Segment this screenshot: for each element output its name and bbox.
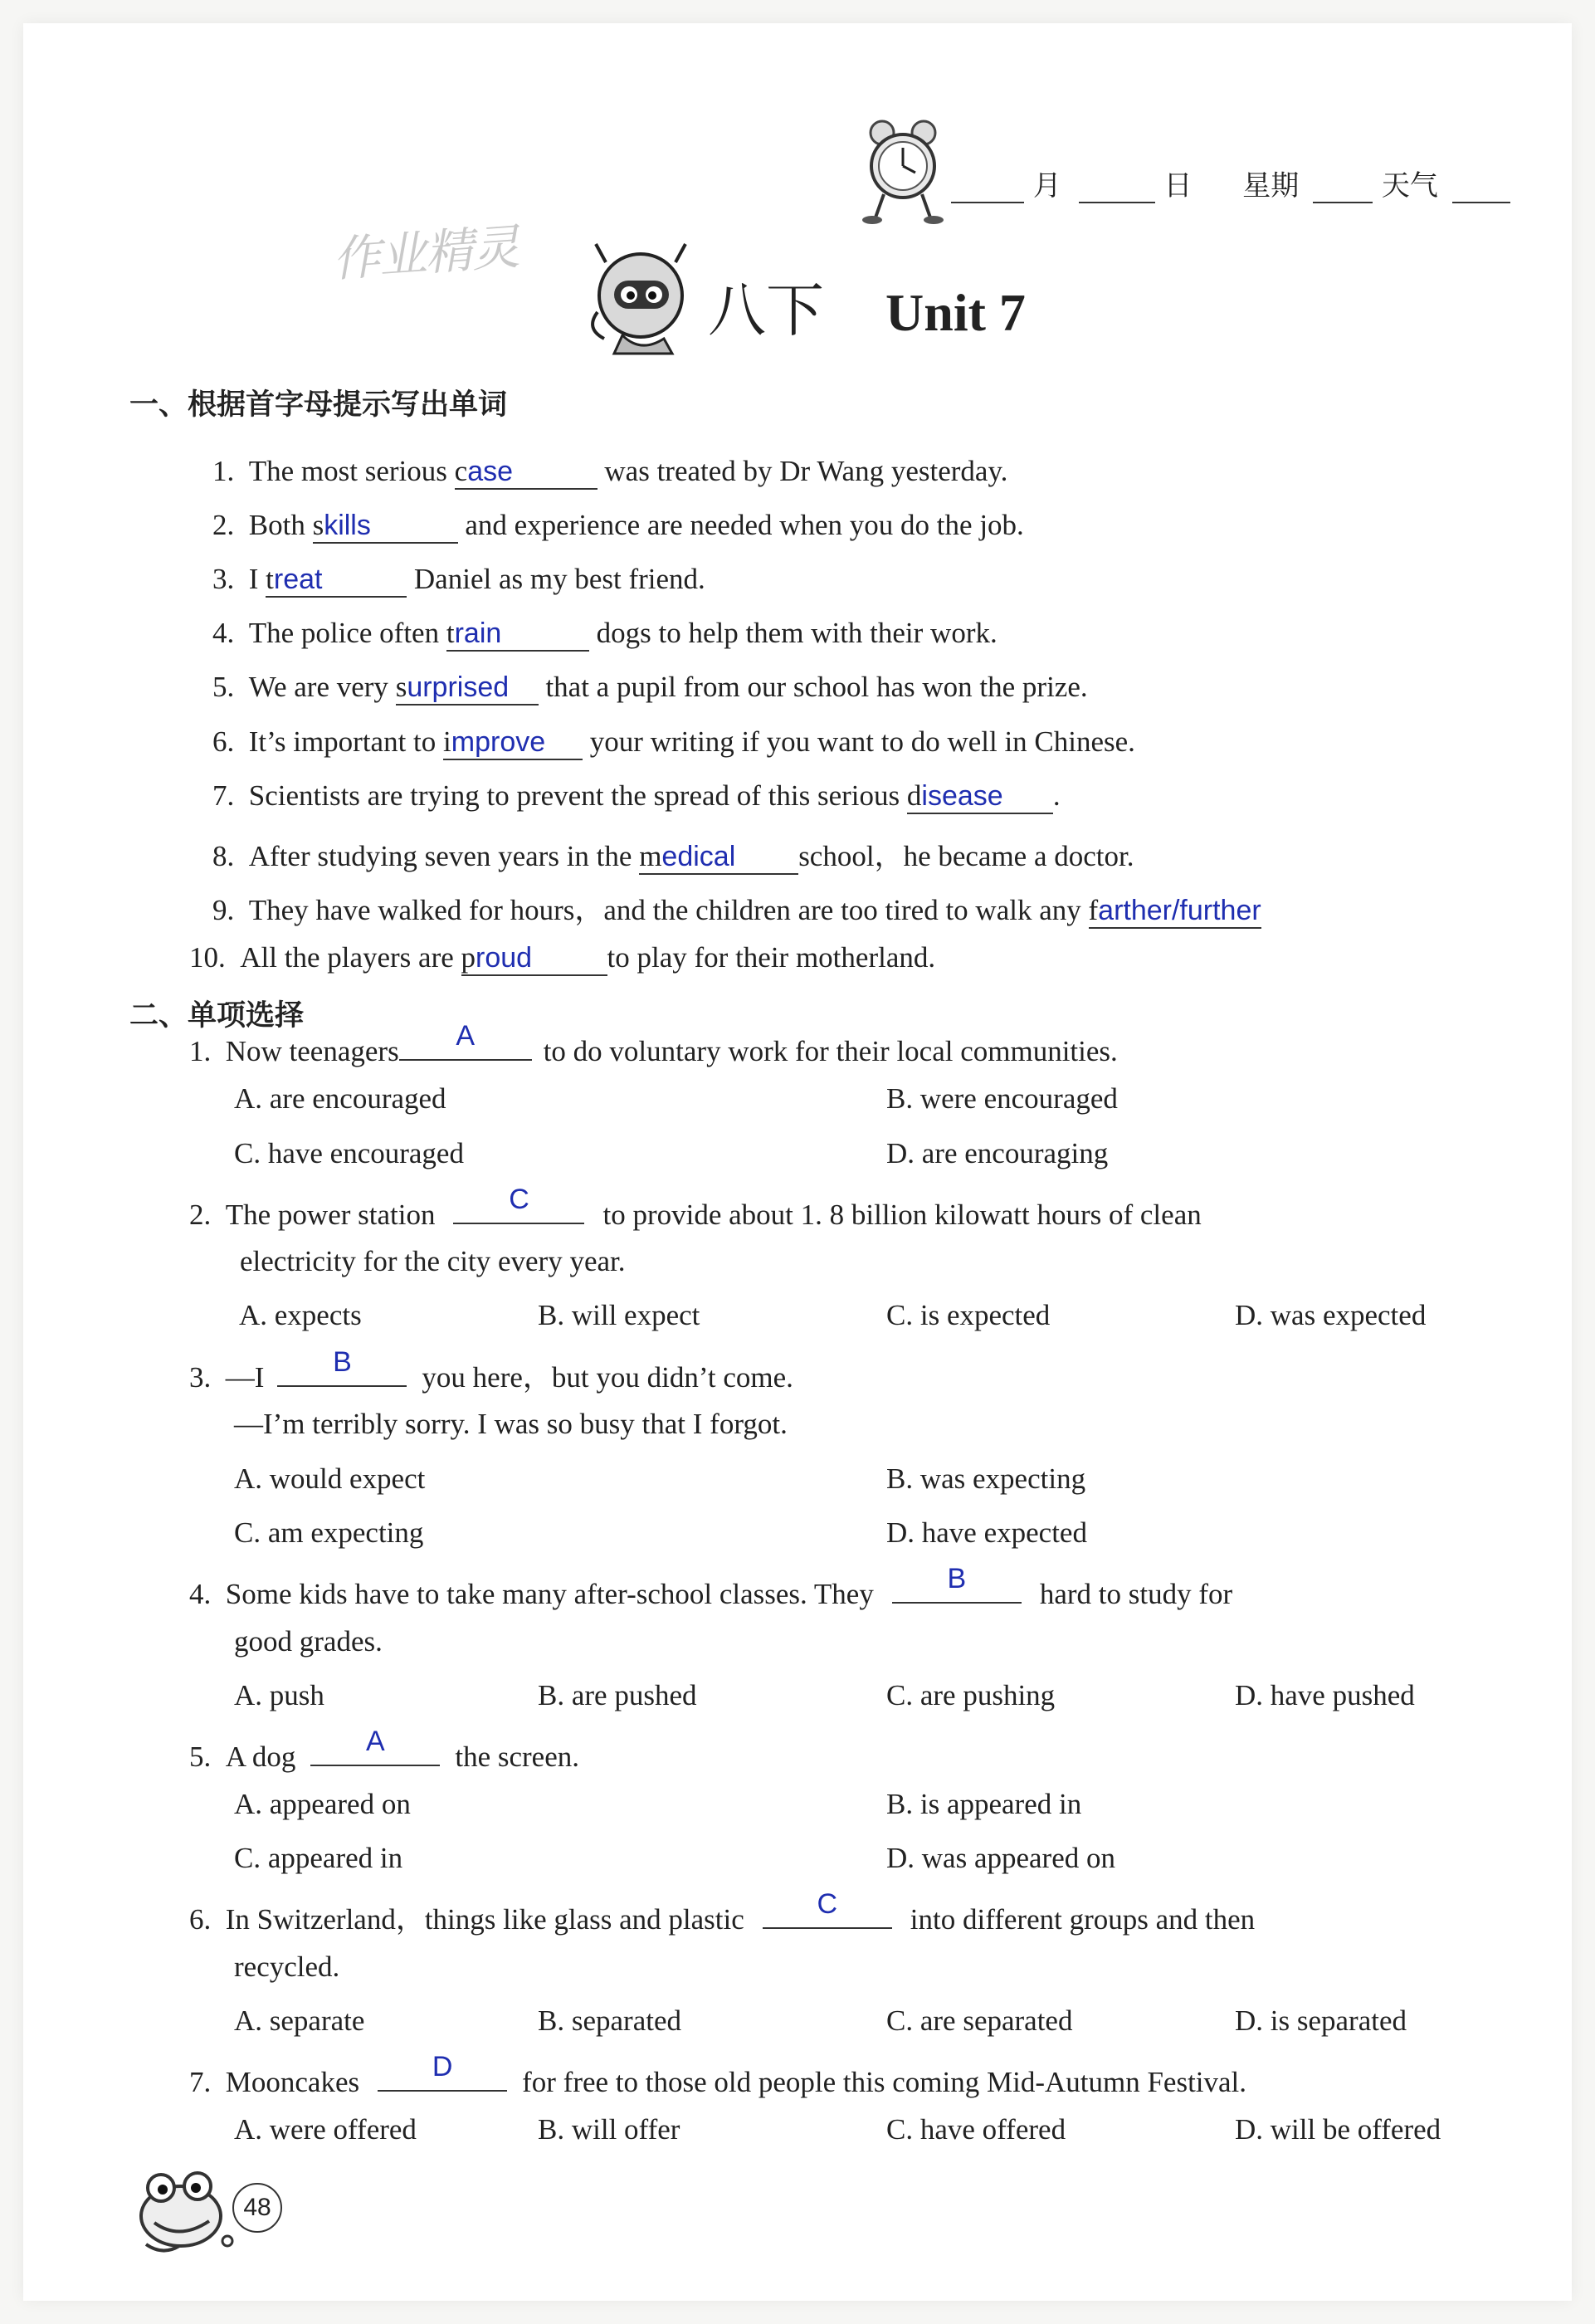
workbook-page xyxy=(23,23,1572,2301)
day-blank[interactable] xyxy=(1079,177,1155,203)
question-text: The most serious xyxy=(248,455,455,487)
handwritten-answer: reat xyxy=(273,564,323,595)
mc2-option-c[interactable]: C. is expected xyxy=(886,1299,1051,1331)
hint-letter: s xyxy=(395,671,407,703)
question-text-end: Daniel as my best friend. xyxy=(407,563,705,595)
mc2-answer-blank[interactable]: C xyxy=(453,1191,584,1224)
hint-letter: t xyxy=(446,617,455,649)
mc5-answer-blank[interactable]: A xyxy=(310,1733,440,1766)
hint-letter: d xyxy=(906,779,922,812)
handwritten-answer: rain xyxy=(454,618,502,649)
mc4-option-a[interactable]: A. push xyxy=(234,1679,324,1711)
unit-title xyxy=(708,264,1026,348)
question-number: 4. xyxy=(212,617,235,649)
hint-letter: i xyxy=(443,725,451,758)
mc1-option-c[interactable]: C. have encouraged xyxy=(234,1137,464,1169)
question-text: After studying seven years in the xyxy=(248,840,640,872)
question-text: I xyxy=(248,563,266,595)
mc5-option-b[interactable]: B. is appeared in xyxy=(886,1788,1082,1820)
question-text: We are very xyxy=(248,671,396,703)
mc4-answer-blank[interactable]: B xyxy=(892,1570,1022,1604)
fill-question-2 xyxy=(212,509,1024,544)
question-text: The police often xyxy=(248,617,446,649)
mc-question-1: 1. Now teenagers A to do voluntary work for their local communities. xyxy=(189,1020,1118,1067)
question-text-end: school，he became a doctor. xyxy=(798,840,1134,872)
mc6-option-b[interactable]: B. separated xyxy=(538,2004,681,2037)
fill-question-3 xyxy=(212,563,705,598)
mc3-answer-blank[interactable]: B xyxy=(277,1354,407,1387)
answer-blank[interactable] xyxy=(1089,894,1261,929)
mc7-option-d[interactable]: D. will be offered xyxy=(1235,2113,1441,2146)
question-text: Scientists are trying to prevent the spread of this serious xyxy=(248,779,907,812)
mc1-option-d[interactable]: D. are encouraging xyxy=(886,1137,1109,1169)
mc4-continuation: good grades. xyxy=(234,1625,383,1658)
answer-blank[interactable] xyxy=(455,455,598,490)
question-text-end: to play for their motherland. xyxy=(607,941,936,974)
frog-mascot-icon xyxy=(129,2165,237,2256)
answer-blank[interactable] xyxy=(313,509,458,544)
handwritten-answer: isease xyxy=(921,780,1003,812)
mc2-continuation: electricity for the city every year. xyxy=(240,1245,626,1277)
mc5-option-a[interactable]: A. appeared on xyxy=(234,1788,411,1820)
question-text-end: that a pupil from our school has won the prize. xyxy=(538,671,1088,703)
mc7-answer-blank[interactable]: D xyxy=(378,2058,507,2092)
question-text-end: was treated by Dr Wang yesterday. xyxy=(597,455,1008,487)
mc6-option-a[interactable]: A. separate xyxy=(234,2004,365,2037)
watermark-logo: 作业精灵 xyxy=(330,218,520,288)
question-text: They have walked for hours，and the children are too tired to walk any xyxy=(248,894,1089,926)
weekday-label: 星期 xyxy=(1242,169,1300,203)
question-text: It’s important to xyxy=(248,725,444,758)
answer-blank[interactable] xyxy=(443,725,583,760)
mc3-option-d[interactable]: D. have expected xyxy=(886,1516,1087,1549)
hint-letter: m xyxy=(639,840,662,872)
question-number: 5. xyxy=(212,671,235,703)
grade-title: 八下 xyxy=(708,276,824,344)
mc1-option-a[interactable]: A. are encouraged xyxy=(234,1082,446,1115)
fill-question-1 xyxy=(212,455,1007,490)
mc3-reply: —I’m terribly sorry. I was so busy that I forgot. xyxy=(234,1408,788,1440)
question-text-end: and experience are needed when you do the job. xyxy=(457,509,1024,541)
hint-letter: t xyxy=(266,563,274,595)
fill-question-7 xyxy=(212,779,1061,814)
fill-question-8 xyxy=(212,833,1134,875)
robot-mascot-icon xyxy=(581,237,705,362)
hint-letter: p xyxy=(461,941,476,974)
hint-letter: s xyxy=(312,509,324,541)
mc3-option-c[interactable]: C. am expecting xyxy=(234,1516,424,1549)
mc5-option-d[interactable]: D. was appeared on xyxy=(886,1842,1116,1874)
mc4-option-b[interactable]: B. are pushed xyxy=(538,1679,697,1711)
mc4-option-c[interactable]: C. are pushing xyxy=(886,1679,1056,1711)
mc6-option-c[interactable]: C. are separated xyxy=(886,2004,1073,2037)
answer-blank[interactable] xyxy=(266,563,407,598)
mc6-answer-blank[interactable]: C xyxy=(763,1896,892,1929)
date-header xyxy=(951,163,1510,203)
mc-question-7: 7. Mooncakes D for free to those old people this coming Mid-Autumn Festival. xyxy=(189,2051,1247,2098)
answer-blank[interactable] xyxy=(907,779,1053,814)
month-label: 月 xyxy=(1032,169,1061,203)
mc7-option-b[interactable]: B. will offer xyxy=(538,2113,680,2146)
mc1-option-b[interactable]: B. were encouraged xyxy=(886,1082,1118,1115)
mc7-option-c[interactable]: C. have offered xyxy=(886,2113,1066,2146)
handwritten-answer: edical xyxy=(661,841,736,872)
mc2-option-b[interactable]: B. will expect xyxy=(538,1299,700,1331)
question-number: 6. xyxy=(212,725,235,758)
mc-question-2: 2. The power station C to provide about 1. 8 billion kilowatt hours of clean xyxy=(189,1184,1202,1231)
mc-question-6: 6. In Switzerland，things like glass and plastic C into different groups and then xyxy=(189,1888,1256,1936)
question-number: 9. xyxy=(212,894,235,926)
alarm-clock-icon xyxy=(857,115,949,227)
weekday-blank[interactable] xyxy=(1313,177,1373,203)
question-text: All the players are xyxy=(240,941,461,974)
fill-question-9 xyxy=(212,887,1261,929)
question-number: 2. xyxy=(212,509,235,541)
fill-question-5 xyxy=(212,671,1088,706)
weather-blank[interactable] xyxy=(1452,177,1510,203)
handwritten-answer: urprised xyxy=(407,671,510,703)
mc4-option-d[interactable]: D. have pushed xyxy=(1235,1679,1415,1711)
section2-title: 二、单项选择 xyxy=(129,999,305,1033)
handwritten-answer: arther/further xyxy=(1098,895,1261,926)
section1-title: 一、根据首字母提示写出单词 xyxy=(129,388,508,422)
mc6-option-d[interactable]: D. is separated xyxy=(1235,2004,1407,2037)
question-text-end: . xyxy=(1052,779,1061,812)
answer-blank[interactable] xyxy=(461,941,607,976)
mc7-option-a[interactable]: A. were offered xyxy=(234,2113,417,2146)
question-text-end: dogs to help them with their work. xyxy=(588,617,997,649)
mc3-option-a[interactable]: A. would expect xyxy=(234,1462,426,1495)
mc-question-4: 4. Some kids have to take many after-school classes. They B hard to study for xyxy=(189,1563,1233,1610)
question-number: 3. xyxy=(212,563,235,595)
mc6-continuation: recycled. xyxy=(234,1950,340,1983)
mc1-answer-blank[interactable]: A xyxy=(399,1028,532,1061)
month-blank[interactable] xyxy=(951,177,1024,203)
unit-label: Unit 7 xyxy=(885,283,1026,342)
question-number: 1. xyxy=(212,455,235,487)
page-number xyxy=(232,2183,282,2233)
question-number: 10. xyxy=(189,941,226,974)
weather-label: 天气 xyxy=(1381,169,1438,203)
mc-question-3: 3. —I B you here，but you didn’t come. xyxy=(189,1346,793,1394)
handwritten-answer: roud xyxy=(476,942,533,974)
mc5-option-c[interactable]: C. appeared in xyxy=(234,1842,403,1874)
question-number: 8. xyxy=(212,840,235,872)
answer-blank[interactable] xyxy=(396,671,539,706)
mc2-option-a[interactable]: A. expects xyxy=(239,1299,362,1331)
handwritten-answer: ase xyxy=(467,456,514,487)
hint-letter: f xyxy=(1088,894,1099,926)
fill-question-6 xyxy=(212,725,1135,760)
day-label: 日 xyxy=(1163,169,1193,203)
question-number: 7. xyxy=(212,779,235,812)
handwritten-answer: kills xyxy=(324,510,371,541)
mc3-option-b[interactable]: B. was expecting xyxy=(886,1462,1086,1495)
fill-question-10 xyxy=(189,941,935,976)
fill-question-4 xyxy=(212,617,997,652)
mc2-option-d[interactable]: D. was expected xyxy=(1235,1299,1427,1331)
page-number-text: 48 xyxy=(243,2194,271,2221)
hint-letter: c xyxy=(454,455,468,487)
handwritten-answer: mprove xyxy=(451,726,546,758)
answer-blank[interactable] xyxy=(446,617,589,652)
question-text-end: your writing if you want to do well in Chinese. xyxy=(583,725,1135,758)
question-text: Both xyxy=(248,509,313,541)
answer-blank[interactable] xyxy=(639,840,798,875)
mc-question-5: 5. A dog A the screen. xyxy=(189,1726,579,1773)
